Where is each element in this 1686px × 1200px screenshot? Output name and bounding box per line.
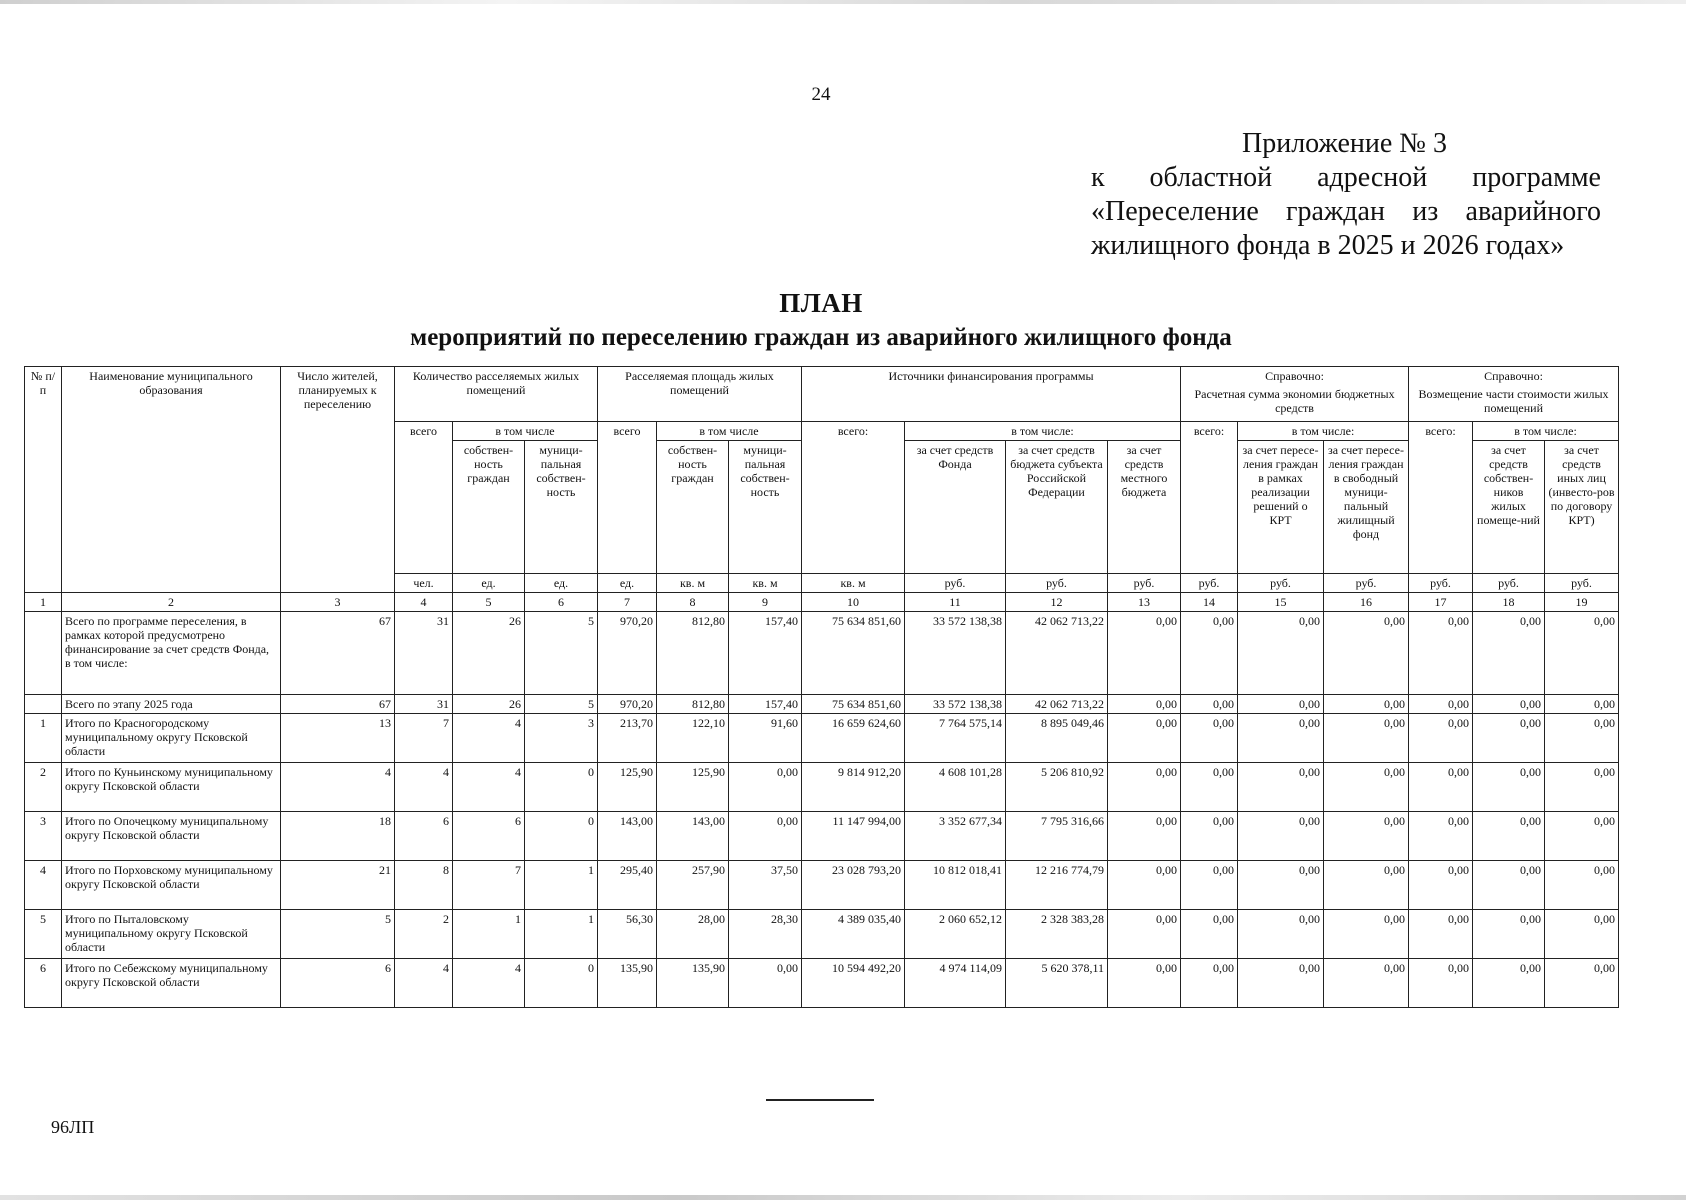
unit-cell: кв. м bbox=[802, 574, 905, 593]
unit-cell: кв. м bbox=[729, 574, 802, 593]
column-number: 13 bbox=[1108, 593, 1181, 612]
value-cell: 10 594 492,20 bbox=[802, 959, 905, 1008]
value-cell: 0,00 bbox=[1238, 763, 1324, 812]
header-row-1 bbox=[25, 367, 1619, 422]
value-cell: 0,00 bbox=[1108, 910, 1181, 959]
value-cell: 0 bbox=[525, 959, 598, 1008]
value-cell: 0,00 bbox=[1409, 695, 1473, 714]
row-index: 2 bbox=[25, 763, 62, 812]
header-rooms-municipal: муници-пальная собствен-ность bbox=[525, 441, 598, 574]
value-cell: 0,00 bbox=[1238, 812, 1324, 861]
value-cell: 3 bbox=[525, 714, 598, 763]
value-cell: 0,00 bbox=[1238, 714, 1324, 763]
value-cell: 9 814 912,20 bbox=[802, 763, 905, 812]
value-cell: 7 bbox=[453, 861, 525, 910]
column-number: 6 bbox=[525, 593, 598, 612]
value-cell: 0,00 bbox=[1238, 861, 1324, 910]
value-cell: 8 895 049,46 bbox=[1006, 714, 1108, 763]
column-number: 7 bbox=[598, 593, 657, 612]
value-cell: 970,20 bbox=[598, 612, 657, 695]
header-fund: за счет средств Фонда bbox=[905, 441, 1006, 574]
header-area-incl: в том числе bbox=[657, 422, 802, 441]
value-cell: 0,00 bbox=[1545, 812, 1619, 861]
column-number: 9 bbox=[729, 593, 802, 612]
value-cell: 4 bbox=[453, 763, 525, 812]
header-rooms-total: всего bbox=[395, 422, 453, 574]
value-cell: 7 795 316,66 bbox=[1006, 812, 1108, 861]
value-cell: 0,00 bbox=[1473, 959, 1545, 1008]
unit-cell: руб. bbox=[1238, 574, 1324, 593]
page-number: 24 bbox=[811, 84, 831, 105]
column-number: 16 bbox=[1324, 593, 1409, 612]
value-cell: 0,00 bbox=[1108, 695, 1181, 714]
value-cell: 0,00 bbox=[1409, 959, 1473, 1008]
unit-cell: руб. bbox=[1545, 574, 1619, 593]
value-cell: 0,00 bbox=[729, 763, 802, 812]
scan-edge-bottom bbox=[0, 1195, 1686, 1200]
value-cell: 0,00 bbox=[1108, 959, 1181, 1008]
row-index bbox=[25, 695, 62, 714]
unit-cell: руб. bbox=[1006, 574, 1108, 593]
column-number: 15 bbox=[1238, 593, 1324, 612]
scan-edge-top bbox=[0, 0, 1686, 4]
value-cell: 1 bbox=[525, 910, 598, 959]
unit-cell: руб. bbox=[905, 574, 1006, 593]
value-cell: 125,90 bbox=[657, 763, 729, 812]
value-cell: 12 216 774,79 bbox=[1006, 861, 1108, 910]
value-cell: 0,00 bbox=[1238, 612, 1324, 695]
table-row bbox=[25, 861, 1619, 910]
value-cell: 0,00 bbox=[1238, 695, 1324, 714]
header-compensation bbox=[1409, 367, 1619, 422]
document-code: 96ЛП bbox=[51, 1117, 95, 1137]
header-financing-incl: в том числе: bbox=[905, 422, 1181, 441]
header-compensation-ref: Справочно: bbox=[1484, 369, 1543, 383]
header-rooms: Количество расселяемых жилых помещений bbox=[395, 367, 598, 422]
municipality-name: Итого по Красногородскому муниципальному округу Псковской области bbox=[62, 714, 281, 763]
column-number: 8 bbox=[657, 593, 729, 612]
value-cell: 1 bbox=[453, 910, 525, 959]
plan-title: ПЛАН bbox=[779, 288, 863, 318]
value-cell: 31 bbox=[395, 695, 453, 714]
table-row bbox=[25, 695, 1619, 714]
appendix-note bbox=[1091, 127, 1601, 263]
table-row bbox=[25, 910, 1619, 959]
value-cell: 0,00 bbox=[1473, 812, 1545, 861]
value-cell: 0,00 bbox=[729, 959, 802, 1008]
value-cell: 1 bbox=[525, 861, 598, 910]
value-cell: 0,00 bbox=[1324, 812, 1409, 861]
value-cell: 33 572 138,38 bbox=[905, 695, 1006, 714]
value-cell: 213,70 bbox=[598, 714, 657, 763]
unit-cell: руб. bbox=[1473, 574, 1545, 593]
value-cell: 0,00 bbox=[1545, 861, 1619, 910]
value-cell: 18 bbox=[281, 812, 395, 861]
value-cell: 0,00 bbox=[1324, 861, 1409, 910]
column-number: 11 bbox=[905, 593, 1006, 612]
value-cell: 135,90 bbox=[598, 959, 657, 1008]
value-cell: 0,00 bbox=[1473, 695, 1545, 714]
value-cell: 0,00 bbox=[1181, 861, 1238, 910]
column-number: 17 bbox=[1409, 593, 1473, 612]
header-resettle-free: за счет пересе-ления граждан в свободный муници-пальный жилищный фонд bbox=[1324, 441, 1409, 574]
header-area-total: всего bbox=[598, 422, 657, 574]
row-index bbox=[25, 612, 62, 695]
value-cell: 812,80 bbox=[657, 612, 729, 695]
value-cell: 970,20 bbox=[598, 695, 657, 714]
header-savings-incl: в том числе: bbox=[1238, 422, 1409, 441]
unit-cell: ед. bbox=[453, 574, 525, 593]
header-area: Расселяемая площадь жилых помещений bbox=[598, 367, 802, 422]
value-cell: 0,00 bbox=[1324, 910, 1409, 959]
value-cell: 0,00 bbox=[1409, 763, 1473, 812]
row-index: 4 bbox=[25, 861, 62, 910]
value-cell: 0,00 bbox=[1545, 959, 1619, 1008]
unit-cell: чел. bbox=[395, 574, 453, 593]
header-financing-total: всего: bbox=[802, 422, 905, 574]
header-savings-total: всего: bbox=[1181, 422, 1238, 574]
value-cell: 0,00 bbox=[1108, 812, 1181, 861]
header-num: № п/п bbox=[25, 367, 62, 593]
value-cell: 257,90 bbox=[657, 861, 729, 910]
value-cell: 26 bbox=[453, 695, 525, 714]
value-cell: 0,00 bbox=[1181, 959, 1238, 1008]
header-compensation-title: Возмещение части стоимости жилых помещений bbox=[1418, 387, 1609, 415]
appendix-title: Приложение № 3 bbox=[1242, 128, 1447, 159]
header-savings-ref: Справочно: bbox=[1265, 369, 1324, 383]
footer-divider bbox=[766, 1099, 874, 1101]
value-cell: 4 bbox=[453, 959, 525, 1008]
value-cell: 295,40 bbox=[598, 861, 657, 910]
unit-cell: кв. м bbox=[657, 574, 729, 593]
value-cell: 21 bbox=[281, 861, 395, 910]
value-cell: 0 bbox=[525, 812, 598, 861]
unit-cell: руб. bbox=[1181, 574, 1238, 593]
value-cell: 2 060 652,12 bbox=[905, 910, 1006, 959]
plan-table bbox=[24, 366, 1619, 1008]
value-cell: 0,00 bbox=[1545, 910, 1619, 959]
value-cell: 2 bbox=[395, 910, 453, 959]
municipality-name: Итого по Куньинскому муниципальному округу Псковской области bbox=[62, 763, 281, 812]
value-cell: 0,00 bbox=[1181, 714, 1238, 763]
value-cell: 67 bbox=[281, 695, 395, 714]
value-cell: 0,00 bbox=[1181, 763, 1238, 812]
value-cell: 0,00 bbox=[1473, 763, 1545, 812]
value-cell: 75 634 851,60 bbox=[802, 612, 905, 695]
header-subject-budget: за счет средств бюджета субъекта Российской Федерации bbox=[1006, 441, 1108, 574]
appendix-line-4: жилищного фонда в 2025 и 2026 годах» bbox=[1091, 230, 1565, 261]
value-cell: 0,00 bbox=[1324, 763, 1409, 812]
header-savings-title: Расчетная сумма экономии бюджетных средств bbox=[1194, 387, 1395, 415]
header-compensation-incl: в том числе: bbox=[1473, 422, 1619, 441]
value-cell: 0,00 bbox=[1108, 763, 1181, 812]
value-cell: 0,00 bbox=[1545, 763, 1619, 812]
header-rooms-own: собствен-ность граждан bbox=[453, 441, 525, 574]
value-cell: 5 620 378,11 bbox=[1006, 959, 1108, 1008]
value-cell: 0,00 bbox=[1409, 861, 1473, 910]
value-cell: 0,00 bbox=[1473, 910, 1545, 959]
value-cell: 75 634 851,60 bbox=[802, 695, 905, 714]
table-row bbox=[25, 959, 1619, 1008]
value-cell: 13 bbox=[281, 714, 395, 763]
value-cell: 42 062 713,22 bbox=[1006, 612, 1108, 695]
value-cell: 125,90 bbox=[598, 763, 657, 812]
appendix-line-2: к областной адресной программе bbox=[1091, 162, 1601, 193]
column-number: 5 bbox=[453, 593, 525, 612]
value-cell: 11 147 994,00 bbox=[802, 812, 905, 861]
unit-cell: руб. bbox=[1324, 574, 1409, 593]
value-cell: 31 bbox=[395, 612, 453, 695]
value-cell: 0,00 bbox=[1324, 612, 1409, 695]
value-cell: 5 bbox=[281, 910, 395, 959]
row-index: 6 bbox=[25, 959, 62, 1008]
value-cell: 0,00 bbox=[1409, 612, 1473, 695]
value-cell: 10 812 018,41 bbox=[905, 861, 1006, 910]
unit-cell: ед. bbox=[598, 574, 657, 593]
value-cell: 0,00 bbox=[1238, 910, 1324, 959]
row-index: 3 bbox=[25, 812, 62, 861]
value-cell: 0,00 bbox=[1409, 714, 1473, 763]
value-cell: 0,00 bbox=[1545, 612, 1619, 695]
column-number: 1 bbox=[25, 593, 62, 612]
value-cell: 0,00 bbox=[1409, 812, 1473, 861]
column-number: 12 bbox=[1006, 593, 1108, 612]
value-cell: 2 328 383,28 bbox=[1006, 910, 1108, 959]
value-cell: 0,00 bbox=[1238, 959, 1324, 1008]
value-cell: 0 bbox=[525, 763, 598, 812]
table-row bbox=[25, 612, 1619, 695]
value-cell: 5 206 810,92 bbox=[1006, 763, 1108, 812]
value-cell: 0,00 bbox=[1108, 714, 1181, 763]
value-cell: 0,00 bbox=[1181, 910, 1238, 959]
value-cell: 56,30 bbox=[598, 910, 657, 959]
value-cell: 135,90 bbox=[657, 959, 729, 1008]
unit-cell: руб. bbox=[1409, 574, 1473, 593]
value-cell: 67 bbox=[281, 612, 395, 695]
column-numbers-row bbox=[25, 593, 1619, 612]
value-cell: 8 bbox=[395, 861, 453, 910]
value-cell: 0,00 bbox=[1324, 695, 1409, 714]
value-cell: 0,00 bbox=[1473, 612, 1545, 695]
value-cell: 0,00 bbox=[1181, 612, 1238, 695]
header-owners-funds: за счет средств собствен-ников жилых помеще-ний bbox=[1473, 441, 1545, 574]
value-cell: 42 062 713,22 bbox=[1006, 695, 1108, 714]
value-cell: 5 bbox=[525, 695, 598, 714]
value-cell: 0,00 bbox=[1108, 612, 1181, 695]
value-cell: 0,00 bbox=[1181, 695, 1238, 714]
value-cell: 0,00 bbox=[1324, 714, 1409, 763]
value-cell: 7 764 575,14 bbox=[905, 714, 1006, 763]
header-financing: Источники финансирования программы bbox=[802, 367, 1181, 422]
value-cell: 4 bbox=[453, 714, 525, 763]
value-cell: 6 bbox=[281, 959, 395, 1008]
header-area-municipal: муници-пальная собствен-ность bbox=[729, 441, 802, 574]
value-cell: 28,00 bbox=[657, 910, 729, 959]
header-rooms-incl: в том числе bbox=[453, 422, 598, 441]
column-number: 14 bbox=[1181, 593, 1238, 612]
value-cell: 143,00 bbox=[657, 812, 729, 861]
plan-subtitle: мероприятий по переселению граждан из аварийного жилищного фонда bbox=[410, 324, 1232, 351]
municipality-name: Итого по Опочецкому муниципальному округу Псковской области bbox=[62, 812, 281, 861]
value-cell: 143,00 bbox=[598, 812, 657, 861]
header-resettle-krt: за счет пересе-ления граждан в рамках реализации решений о КРТ bbox=[1238, 441, 1324, 574]
row-index: 1 bbox=[25, 714, 62, 763]
column-number: 3 bbox=[281, 593, 395, 612]
value-cell: 0,00 bbox=[1473, 861, 1545, 910]
municipality-name: Итого по Порховскому муниципальному округу Псковской области bbox=[62, 861, 281, 910]
column-number: 2 bbox=[62, 593, 281, 612]
value-cell: 157,40 bbox=[729, 695, 802, 714]
value-cell: 16 659 624,60 bbox=[802, 714, 905, 763]
value-cell: 0,00 bbox=[1181, 812, 1238, 861]
value-cell: 157,40 bbox=[729, 612, 802, 695]
municipality-name: Всего по программе переселения, в рамках которой предусмотрено финансирование за счет средств Фонда, в том числе: bbox=[62, 612, 281, 695]
column-number: 4 bbox=[395, 593, 453, 612]
value-cell: 6 bbox=[395, 812, 453, 861]
value-cell: 4 bbox=[395, 763, 453, 812]
value-cell: 0,00 bbox=[1473, 714, 1545, 763]
header-name: Наименование муниципального образования bbox=[62, 367, 281, 593]
value-cell: 26 bbox=[453, 612, 525, 695]
value-cell: 5 bbox=[525, 612, 598, 695]
value-cell: 0,00 bbox=[1545, 695, 1619, 714]
municipality-name: Итого по Себежскому муниципальному округу Псковской области bbox=[62, 959, 281, 1008]
value-cell: 7 bbox=[395, 714, 453, 763]
header-compensation-total: всего: bbox=[1409, 422, 1473, 574]
municipality-name: Итого по Пыталовскому муниципальному округу Псковской области bbox=[62, 910, 281, 959]
value-cell: 0,00 bbox=[729, 812, 802, 861]
table-row bbox=[25, 714, 1619, 763]
value-cell: 37,50 bbox=[729, 861, 802, 910]
value-cell: 812,80 bbox=[657, 695, 729, 714]
value-cell: 23 028 793,20 bbox=[802, 861, 905, 910]
table-row bbox=[25, 763, 1619, 812]
value-cell: 91,60 bbox=[729, 714, 802, 763]
unit-cell: ед. bbox=[525, 574, 598, 593]
value-cell: 6 bbox=[453, 812, 525, 861]
header-other-persons: за счет средств иных лиц (инвесто-ров по договору КРТ) bbox=[1545, 441, 1619, 574]
value-cell: 3 352 677,34 bbox=[905, 812, 1006, 861]
column-number: 19 bbox=[1545, 593, 1619, 612]
value-cell: 122,10 bbox=[657, 714, 729, 763]
table-row bbox=[25, 812, 1619, 861]
value-cell: 0,00 bbox=[1545, 714, 1619, 763]
municipality-name: Всего по этапу 2025 года bbox=[62, 695, 281, 714]
header-local-budget: за счет средств местного бюджета bbox=[1108, 441, 1181, 574]
header-residents: Число жителей, планируемых к переселению bbox=[281, 367, 395, 593]
column-number: 10 bbox=[802, 593, 905, 612]
value-cell: 33 572 138,38 bbox=[905, 612, 1006, 695]
column-number: 18 bbox=[1473, 593, 1545, 612]
value-cell: 0,00 bbox=[1409, 910, 1473, 959]
value-cell: 4 608 101,28 bbox=[905, 763, 1006, 812]
header-area-own: собствен-ность граждан bbox=[657, 441, 729, 574]
header-savings bbox=[1181, 367, 1409, 422]
value-cell: 4 389 035,40 bbox=[802, 910, 905, 959]
unit-cell: руб. bbox=[1108, 574, 1181, 593]
value-cell: 0,00 bbox=[1324, 959, 1409, 1008]
value-cell: 0,00 bbox=[1108, 861, 1181, 910]
value-cell: 4 bbox=[281, 763, 395, 812]
value-cell: 4 974 114,09 bbox=[905, 959, 1006, 1008]
appendix-line-3: «Переселение граждан из аварийного bbox=[1091, 196, 1601, 227]
value-cell: 28,30 bbox=[729, 910, 802, 959]
row-index: 5 bbox=[25, 910, 62, 959]
value-cell: 4 bbox=[395, 959, 453, 1008]
